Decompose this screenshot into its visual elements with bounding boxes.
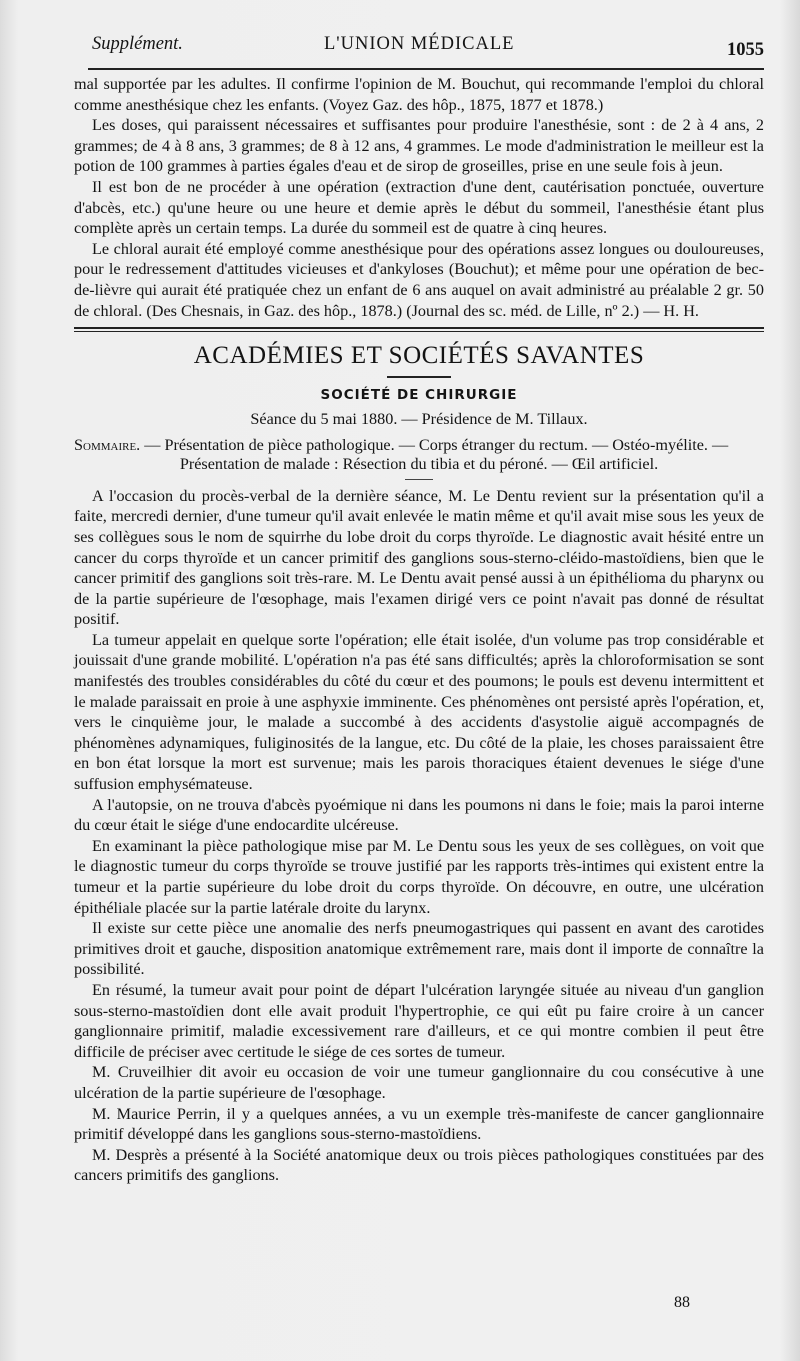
- body-paragraph-6: En résumé, la tumeur avait pour point de départ l'ulcération laryngée située au niveau d'un ganglion sous-sterno-mastoïdien dont elle avait produit l'hypertrophie, ce qui eût pu faire croire à un cancer ganglionnaire primitif, maladie excessivement rare d'ailleurs, et ce qui montre combien il peut être difficile de préciser avec certitude le siége de ces sortes de tumeur.: [74, 980, 764, 1061]
- article-content: [74, 74, 764, 1186]
- society-heading: SOCIÉTÉ DE CHIRURGIE: [320, 387, 518, 404]
- intro-paragraph-3: Il est bon de ne procéder à une opération (extraction d'une dent, cautérisation ponctuée, ouverture d'abcès, etc.) qu'une heure ou une heure et demie après le début du sommeil, l'anesthésie étant plus complète après un certain temps. La durée du sommeil est de quatre à cinq heures.: [74, 177, 764, 238]
- intro-paragraph-2: Les doses, qui paraissent nécessaires et suffisantes pour produire l'anesthésie, sont : de 2 à 4 ans, 2 grammes; de 4 à 8 ans, 3 grammes; de 8 à 12 ans, 4 grammes. Le mode d'administration le meilleur est la potion de 100 grammes à parties égales d'eau et de sirop de groseilles, prise en une seule fois à jeun.: [74, 116, 764, 176]
- sommaire-line-2: Présentation de malade : Résection du tibia et du péroné. — Œil artificiel.: [179, 455, 659, 474]
- header-journal-title: L'UNION MÉDICALE: [324, 34, 515, 54]
- sommaire-label: Sommaire.: [74, 435, 141, 454]
- title-underline: [387, 376, 451, 378]
- seance-line: Séance du 5 mai 1880. — Présidence de M. Tillaux.: [250, 410, 588, 429]
- body-paragraph-2: La tumeur appelait en quelque sorte l'opération; elle était isolée, d'un volume pas trop considérable et jouissait d'une grande mobilité. L'opération n'a pas été sans difficultés; après la chloroformisation se sont manifestés des troubles considérables du côté du cœur et des poumons; le pouls est devenu intermittent et le malade paraissait en proie à une asphyxie imminente. Ces phénomènes ont persisté après l'opération, et, vers le cinquième jour, le malade a succombé à des accidents d'asystolie aiguë accompagnés de phénomènes adynamiques, fuliginosités de la langue, etc. Du côté de la plaie, les choses paraissaient être en bon état lorsque la mort est survenue; mais les parois thoraciques étaient devenues le siége d'une suffusion emphysémateuse.: [74, 630, 764, 794]
- section-title: ACADÉMIES ET SOCIÉTÉS SAVANTES: [193, 342, 645, 370]
- intro-paragraph-4: Le chloral aurait été employé comme anesthésique pour des opérations assez longues ou douloureuses, pour le redressement d'attitudes vicieuses et d'ankyloses (Bouchut); et même pour une opération de bec-de-lièvre qui aurait été pratiquée chez un enfant de 6 ans auquel on avait administré au préalable 2 gr. 50 de chloral. (Des Chesnais, in Gaz. des hôp., 1878.) (Journal des sc. méd. de Lille, nº 2.) — H. H.: [74, 239, 764, 320]
- body-paragraph-8: M. Maurice Perrin, il y a quelques années, a vu un exemple très-manifeste de cancer ganglionnaire primitif développé dans les ganglions sous-sterno-mastoïdiens.: [74, 1104, 764, 1144]
- header-page-number: 1055: [727, 40, 764, 60]
- body-paragraph-4: En examinant la pièce pathologique mise par M. Le Dentu sous les yeux de ses collègues, on voit que le diagnostic tumeur du corps thyroïde se trouve justifié par les rapports très-intimes qui existent entre la tumeur et la partie supérieure du lobe droit du corps thyroïde. On découvre, en outre, une ulcération épithéliale placée sur la partie latérale droite du larynx.: [74, 836, 764, 917]
- running-header: [92, 34, 764, 64]
- body-paragraph-5: Il existe sur cette pièce une anomalie des nerfs pneumogastriques qui passent en avant des carotides primitives droit et gauche, disposition anatomique extrêmement rare, mais dont il importe de connaître la possibilité.: [74, 919, 764, 979]
- summary-rule: [405, 479, 433, 480]
- sommaire: [74, 436, 764, 475]
- sommaire-line-1: — Présentation de pièce pathologique. — Corps étranger du rectum. — Ostéo-myélite. —: [140, 435, 729, 454]
- header-section-label: Supplément.: [92, 34, 183, 54]
- header-rule: [88, 68, 764, 70]
- body-paragraph-1: A l'occasion du procès-verbal de la dernière séance, M. Le Dentu revient sur la présentation qu'il a faite, mercredi dernier, d'une tumeur qu'il avait enlevée le matin même et qu'il avait mise sous les yeux de ses collègues sous le nom de squirrhe du lobe droit du corps thyroïde. Le diagnostic avait hésité entre un cancer du corps thyroïde et un cancer primitif des ganglions sous-sterno-cléido-mastoïdiens, bien que le cancer primitif des ganglions soit très-rare. M. Le Dentu avait pensé aussi à un épithélioma du pharynx ou de la partie supérieure de l'œsophage, mais l'examen dirigé vers ce point n'avait pas donné de résultat positif.: [74, 486, 764, 629]
- body-paragraph-9: M. Desprès a présenté à la Société anatomique deux ou trois pièces pathologiques constituées par des cancers primitifs des ganglions.: [74, 1145, 764, 1185]
- body-paragraph-7: M. Cruveilhier dit avoir eu occasion de voir une tumeur ganglionnaire du cou consécutive à une ulcération de la partie supérieure de l'œsophage.: [74, 1063, 764, 1102]
- signature-number: 88: [674, 1294, 690, 1311]
- body-paragraph-3: A l'autopsie, on ne trouva d'abcès pyoémique ni dans les poumons ni dans le foie; mais la paroi interne du cœur était le siége d'une endocardite ulcéreuse.: [74, 795, 764, 835]
- section-divider: [74, 327, 764, 332]
- intro-paragraph-1: mal supportée par les adultes. Il confirme l'opinion de M. Bouchut, qui recommande l'emploi du chloral comme anesthésique chez les enfants. (Voyez Gaz. des hôp., 1875, 1877 et 1878.): [74, 75, 764, 114]
